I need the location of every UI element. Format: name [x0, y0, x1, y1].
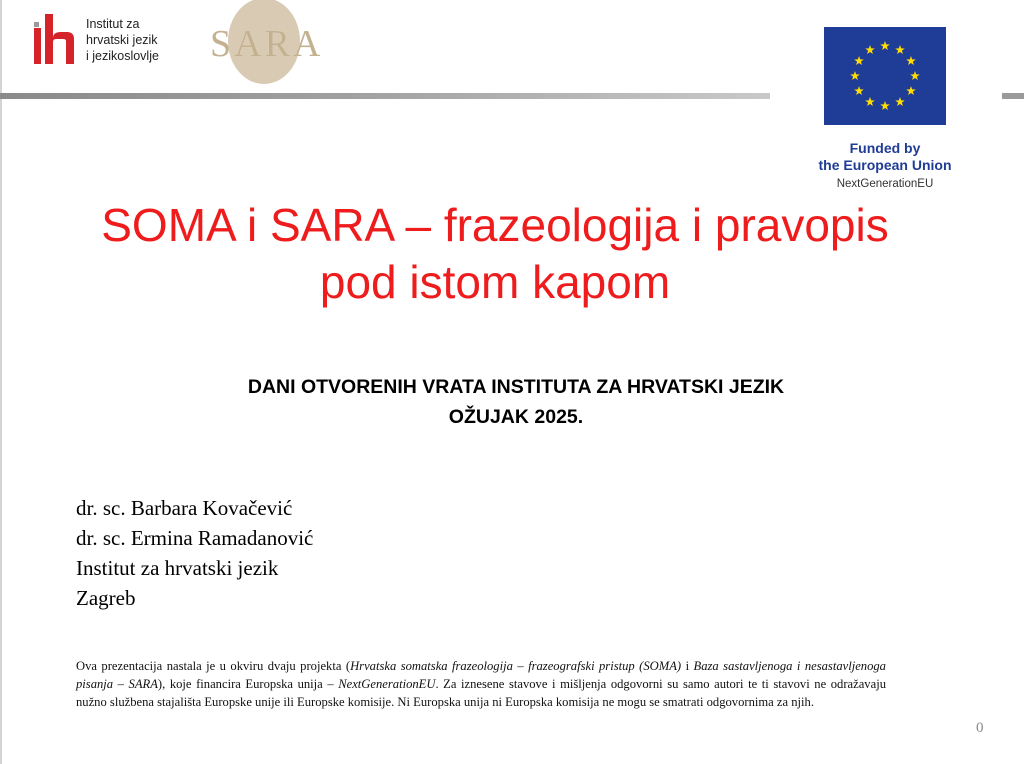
event-heading — [100, 372, 932, 432]
sara-logo-word: SARA — [210, 23, 324, 65]
institute-logo-line: Institut za — [86, 17, 140, 31]
slide-title-line: pod istom kapom — [319, 256, 671, 308]
funding-disclaimer — [76, 657, 886, 711]
disclaimer-text: . Za iznesene stavove i mišljenja odgovorni su samo autori te ti stavovi ne odražavaju nužno službena stajališta Europske unije ili Europske komisije. Ni Europska unija ni Europska komisija ne mogu se smatrati odgovornima za njih. — [76, 677, 886, 709]
institute-logo-line: i jezikoslovlje — [86, 49, 159, 63]
institute-logo-line: hrvatski jezik — [86, 33, 158, 47]
disclaimer-project-soma: Hrvatska somatska frazeologija – frazeografski pristup (SOMA) — [350, 659, 682, 673]
eu-funded-label — [812, 140, 958, 174]
slide-title — [30, 197, 960, 311]
institute-logo-text — [86, 16, 196, 64]
disclaimer-program: NextGenerationEU — [338, 677, 436, 691]
disclaimer-project-sara: Baza sastavljenoga i nesastavljenoga pisanja – SARA — [76, 659, 886, 691]
sara-logo-text — [210, 22, 340, 66]
event-line: OŽUJAK 2025. — [448, 406, 584, 428]
author-line: dr. sc. Barbara Kovačević — [76, 496, 293, 520]
author-line: Institut za hrvatski jezik — [76, 556, 279, 580]
header-divider — [0, 93, 770, 99]
eu-flag-icon — [824, 27, 946, 125]
slide-title-line: SOMA i SARA – frazeologija i pravopis — [101, 199, 889, 251]
author-line: Zagreb — [76, 586, 136, 610]
author-line: dr. sc. Ermina Ramadanović — [76, 526, 314, 550]
disclaimer-text: Ova prezentacija nastala je u okviru dvaju projekta ( — [76, 659, 351, 673]
event-line: DANI OTVORENIH VRATA INSTITUTA ZA HRVATSKI JEZIK — [247, 376, 785, 398]
institute-logo-mark-icon — [34, 14, 80, 66]
disclaimer-text: i — [681, 659, 694, 673]
institute-logo — [34, 14, 184, 70]
header-divider-right — [1002, 93, 1024, 99]
eu-funded-line: the European Union — [818, 157, 952, 173]
sara-logo — [206, 0, 336, 90]
eu-funded-line: Funded by — [849, 140, 921, 156]
disclaimer-text: ), koje financira Europska unija – — [157, 677, 339, 691]
author-block — [76, 493, 576, 613]
slide-left-edge — [0, 0, 2, 764]
eu-program-label: NextGenerationEU — [836, 178, 934, 190]
page-number: 0 — [976, 720, 984, 736]
